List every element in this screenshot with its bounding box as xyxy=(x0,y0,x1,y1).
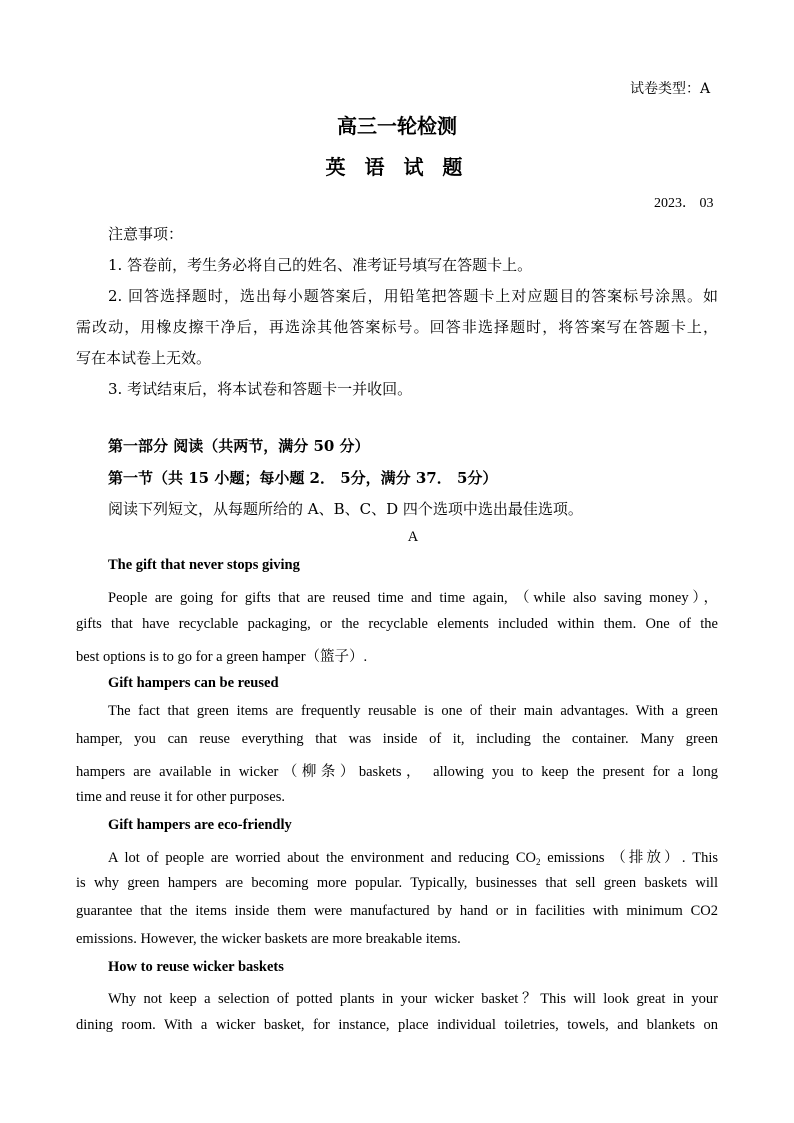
paragraph-2-line-1: The fact that green items are frequently reusable is one of their main advantages. With a green xyxy=(108,703,718,719)
exam-title: 高三一轮检测 xyxy=(337,114,457,138)
notice-item-2-line-1: 2. 回答选择题时，选出每小题答案后，用铅笔把答题卡上对应题目的答案标号涂黑。如 xyxy=(108,287,718,305)
paragraph-3-line-3: guarantee that the items inside them were manufactured by hand or in facilities with minimum CO2 xyxy=(76,903,718,919)
paragraph-3-line-1-b: emissions （排放）. This xyxy=(540,850,718,866)
co2-subscript: 2 xyxy=(536,857,541,867)
exam-date: 2023． 03 xyxy=(654,196,714,211)
subheading-eco-friendly: Gift hampers are eco-friendly xyxy=(108,817,292,833)
notice-item-1: 1. 答卷前，考生务必将自己的姓名、准考证号填写在答题卡上。 xyxy=(108,256,533,274)
notice-item-3: 3. 考试结束后，将本试卷和答题卡一并收回。 xyxy=(108,380,413,398)
notice-item-2-line-2: 需改动，用橡皮擦干净后，再选涂其他答案标号。回答非选择题时，将答案写在答题卡上， xyxy=(76,318,718,336)
paragraph-4-line-2: dining room. With a wicker basket, for instance, place individual toiletries, towels, and blankets on xyxy=(76,1017,718,1033)
subheading-reuse-wicker: How to reuse wicker baskets xyxy=(108,959,284,975)
paragraph-3-line-2: is why green hampers are becoming more popular. Typically, businesses that sell green baskets will xyxy=(76,875,718,891)
subject-title: 英 语 试 题 xyxy=(325,155,469,179)
paragraph-4-line-1: Why not keep a selection of potted plants in your wicker basket？This will look great in your xyxy=(108,991,718,1007)
paragraph-3-line-1-a: A lot of people are worried about the environment and reducing CO xyxy=(108,850,536,866)
paragraph-2-line-4: time and reuse it for other purposes. xyxy=(76,789,285,805)
reading-instruction: 阅读下列短文，从每题所给的 A、B、C、D 四个选项中选出最佳选项。 xyxy=(108,500,583,518)
part1-heading: 第一部分 阅读（共两节，满分 50 分） xyxy=(108,437,370,455)
paragraph-3-line-1 xyxy=(108,846,718,867)
paragraph-3-line-4: emissions. However, the wicker baskets are more breakable items. xyxy=(76,931,461,947)
subheading-reused: Gift hampers can be reused xyxy=(108,675,279,691)
paragraph-2-line-2: hamper, you can reuse everything that was inside of it, including the container. Many green xyxy=(76,731,718,747)
notice-heading: 注意事项： xyxy=(108,225,184,243)
section1-heading: 第一节（共 15 小题；每小题 2． 5分，满分 37． 5分） xyxy=(108,469,498,487)
passage-title: The gift that never stops giving xyxy=(108,557,300,573)
notice-item-2-line-3: 写在本试卷上无效。 xyxy=(76,349,212,367)
paragraph-1-line-3: best options is to go for a green hamper（篮子）. xyxy=(76,649,368,665)
paper-type-label: 试卷类型：A xyxy=(630,81,711,97)
paragraph-1-line-1: People are going for gifts that are reused time and time again, （while also saving money）， xyxy=(108,590,718,606)
paragraph-1-line-2: gifts that have recyclable packaging, or the recyclable elements included within them. One of the xyxy=(76,616,718,632)
paragraph-2-line-3: hampers are available in wicker（柳条）baskets， allowing you to keep the present for a long xyxy=(76,764,718,780)
passage-label: A xyxy=(407,529,419,545)
